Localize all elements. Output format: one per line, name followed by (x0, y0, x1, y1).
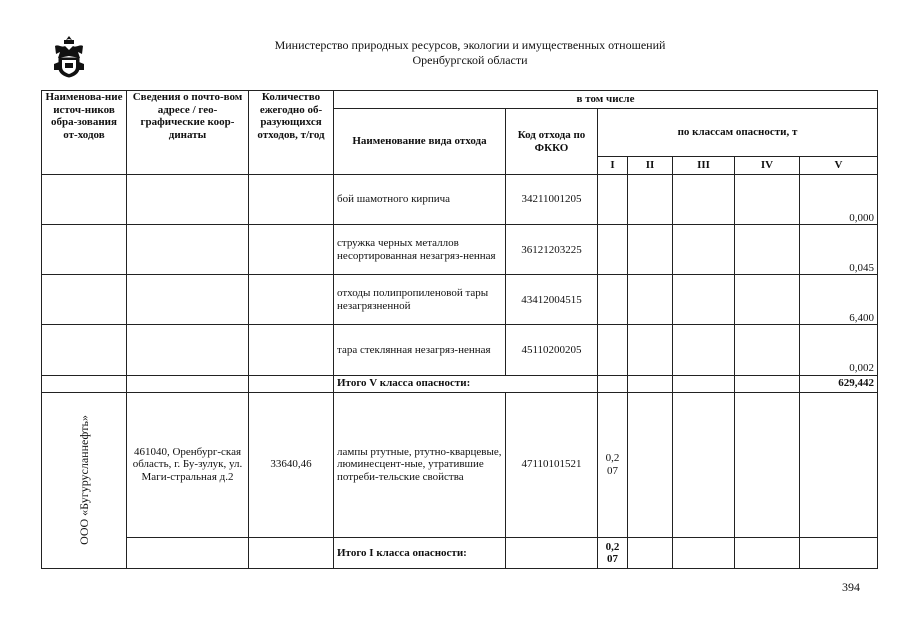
org-row (42, 392, 878, 537)
org-quantity: 33640,46 (249, 392, 334, 537)
coat-of-arms-icon (52, 34, 86, 78)
table-row (42, 175, 878, 225)
total-i-value: 0,2 07 (598, 537, 628, 568)
waste-name: бой шамотного кирпича (334, 175, 506, 225)
col-header-quantity: Количество ежегодно об-разующихся отходов, т/год (249, 91, 334, 175)
col-header-source: Наименова-ние источ-ников обра-зования от-ходов (42, 91, 127, 175)
header-ministry: Министерство природных ресурсов, экологии и имущественных отношений (274, 38, 666, 52)
class-v-value: 0,002 (800, 325, 878, 375)
table-row (42, 325, 878, 375)
total-v-value: 629,442 (800, 375, 878, 392)
class-i-value: 0,2 07 (598, 392, 628, 537)
waste-code: 36121203225 (506, 225, 598, 275)
total-row-i (42, 537, 878, 568)
page-number: 394 (842, 580, 860, 594)
total-row-v (42, 375, 878, 392)
waste-name: лампы ртутные, ртутно-кварцевые, люминесцент-ные, утратившие потреби-тельские свойства (334, 392, 506, 537)
table-row (42, 225, 878, 275)
table-row (42, 275, 878, 325)
waste-name: тара стеклянная незагряз-ненная (334, 325, 506, 375)
total-i-label: Итого I класса опасности: (334, 537, 506, 568)
org-name-cell (42, 392, 127, 568)
col-header-hazard: по классам опасности, т (598, 109, 878, 157)
header-region: Оренбургской области (412, 53, 528, 67)
waste-name: стружка черных металлов несортированная незагряз-ненная (334, 225, 506, 275)
total-v-label: Итого V класса опасности: (334, 375, 598, 392)
waste-table (41, 90, 878, 569)
col-header-including: в том числе (334, 91, 878, 109)
class-v-value: 0,045 (800, 225, 878, 275)
class-v-value: 0,000 (800, 175, 878, 225)
class-header-ii: II (628, 157, 673, 175)
org-name: ООО «Бугурусланнефть» (76, 415, 91, 546)
waste-code: 43412004515 (506, 275, 598, 325)
waste-name: отходы полипропиленовой тары незагрязненной (334, 275, 506, 325)
document-header (210, 38, 730, 68)
waste-code: 45110200205 (506, 325, 598, 375)
waste-code: 34211001205 (506, 175, 598, 225)
class-v-value: 6,400 (800, 275, 878, 325)
col-header-waste-name: Наименование вида отхода (334, 109, 506, 175)
class-header-i: I (598, 157, 628, 175)
waste-code: 47110101521 (506, 392, 598, 537)
col-header-address: Сведения о почто-вом адресе / гео-графические коор-динаты (127, 91, 249, 175)
class-header-iii: III (673, 157, 735, 175)
class-header-iv: IV (735, 157, 800, 175)
class-header-v: V (800, 157, 878, 175)
col-header-fkko: Код отхода по ФККО (506, 109, 598, 175)
org-address: 461040, Оренбург-ская область, г. Бу-зулук, ул. Маги-стральная д.2 (127, 392, 249, 537)
